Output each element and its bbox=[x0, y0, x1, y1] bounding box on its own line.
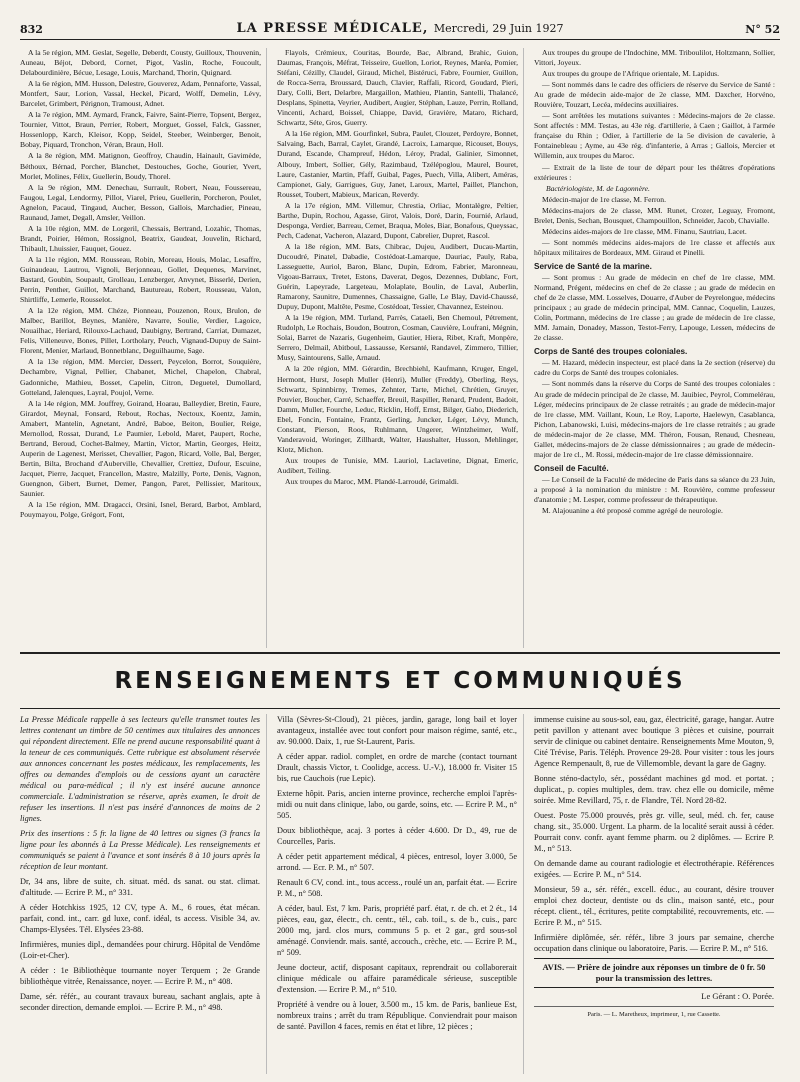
column-3 bbox=[534, 48, 780, 648]
section-banner bbox=[20, 652, 780, 709]
classified-ad: Bonne sténo-dactylo, sér., possédant machines gd mod. et portat. ; duplicat., p. copies multiples, dem. trav. chez elle ou domicile, même soirée. Mme Revillard, 75, r. de Flandre, Tél. Nord 28-82. bbox=[534, 774, 774, 805]
ads-column-1 bbox=[20, 714, 267, 1074]
article-paragraph: Médecins-majors de 2e classe, MM. Runet, Crozer, Leguay, Fromont, Brelet, Denis, Sechan, Bousquet, Champouillon, Schneider, Jacob, Chavialle. bbox=[534, 205, 775, 225]
article-paragraph: A la 13e région, MM. Mercier, Dessert, Peycelon, Borrot, Souquière, Dechambre, Vignal, Pellier, Chabanet, Michel, Chapelon, Chabral, Gadonniche, Mathieu, Bosset, Capelin, Citron, Deguetel, Dumollard, Gotteland, Jalenques, Layral, Poujol, Verne. bbox=[20, 357, 261, 397]
ads-column-3 bbox=[534, 714, 780, 1074]
classified-ad: A céder appar. radiol. complet, en ordre de marche (contact tournant Drault, chassis Victor, t. Coolidge, access. U.-V.), 18.000 fr. Visiter 15 bis, rue Cauchois (rue Lepic). bbox=[277, 752, 517, 783]
article-paragraph: A la 14e région, MM. Jouffrey, Goirand, Hoarau, Balleydier, Bretin, Faure, Girardot, Meynal, Fonsard, Rebout, Rochas, Nectoux, Koentz, Jamin, Amabert, Mantelin, Agnetant, André, Baboe, Beiton, Boulier, Reige, Mernollod, Rossat, Durand, Le Paumier, Lebold, Maret, Paupert, Roche, Bertrand, Beroud, Cochet-Balmey, Martin, Victor, Martin, Georges, Heitz, Auperin de Lagenest, Merisset, Chevallier, Pagon, Ricard, Volle, Bal, Berger, Bertin, Bilta, Brochand d'Auberville, Chevallier, Crettiez, Dufour, Escuine, Jacquet, Pierre, Jacquet, Francellon, Mastre, Malzilly, Porte, Denis, Vagnon, Guengnon, Gibert, Burnet, Demer, Pangon, Paret, Pellissier, Maritoux, Saunier. bbox=[20, 398, 261, 499]
article-paragraph: — Le Conseil de la Faculté de médecine de Paris dans sa séance du 23 Juin, a proposé à la nomination du ministre : M. Rouvière, comme professeur d'anatomie ; M. Lesper, comme professeur de thérapeutique. bbox=[534, 474, 775, 504]
article-paragraph: Conseil de Faculté. bbox=[534, 463, 609, 473]
classified-ads bbox=[20, 714, 780, 1074]
printer-line: Paris. — L. Maretheux, imprimeur, 1, rue Cassette. bbox=[534, 1006, 774, 1020]
classified-ad: Ouest. Poste 75.000 prouvés, près gr. ville, seul, méd. ch. fer, cause chang. sit., 35.000. Urgent. La pharm. de la localité serait aussi à céder. Pourrait conv. confr. ayant femme pharm. ou 2 diplômes. — Ecrire P. M., n° 513. bbox=[534, 811, 774, 853]
article-paragraph: Flayols, Crémieux, Couritas, Bourde, Bac, Albrand, Brahic, Guion, Daumas, François, Méfrat, Teisseire, Guellon, Loriot, Reynes, Maréa, Pomier, Stéfani, Cézilly, Claudel, Giraud, Michel, Bistéruci, Fabre, Fournier, Guillon, de Rocca-Serra, Broussard, Dauch, Clavier, Raffali, Ricord, Goudard, Pieri, Dary, Colli, Bert, Delarbre, Margaillon, Mathieu, Plantin, Santelli, Thalancé, Desplans, Spinetta, Veyrier, Audibert, Augier, Stéphan, Lauze, Perrin, Rolland, Vincenti, Achard, Boissel, Chiappe, David, Gravière, Mataro, Richard, Schwartz, Séte, Gros, Guerry. bbox=[277, 48, 518, 128]
article-paragraph: A la 20e région, MM. Gérardin, Brechbiehl, Kaufmann, Kruger, Engel, Hermont, Hurst, Joseph Muller (Henri), Muller (Freddy), Oberling, Reys, Schwartz, Spinnbirny, Tremes, Zehnter, Tarte, Michel, Chrétien, Gruyer, Pouvier, Boucher, Carré, Schaeffer, Breuil, Raspiller, Renard, Prudent, Badoit, Damm, Muller, Fourche, Leduc, Ricklin, Hoff, Ernst, Bilger, Gaho, Diederich, Ebel, Foncin, Fontaine, Frantz, Gerling, Juncker, Léger, Lévy, Munch, Constant, Pierson, Roos, Ruhlmann, Ungerer, Wintzheimer, Wolf, Vanderavoid, Woringer, Zillhardt, Walter, Haushalter, Husson, Mehlinger, Klotz, Michon. bbox=[277, 364, 518, 454]
avis-notice: AVIS. — Prière de joindre aux réponses un timbre de 0 fr. 50 pour la transmission des lettres. bbox=[534, 958, 774, 988]
classified-ad: Dame, sér. référ., au courant travaux bureau, sachant anglais, apte à seconder direction, demande emploi. — Ecrire P. M., n° 498. bbox=[20, 992, 260, 1012]
article-paragraph: — Sont nommés dans le cadre des officiers de réserve du Service de Santé : Au grade de médecin aide-major de 2e classe, MM. Daxcher, Horvéno, Rouvière, Touzart, Lecéa, médecins auxiliaires. bbox=[534, 80, 775, 110]
journal-title bbox=[237, 21, 564, 36]
article-columns bbox=[20, 48, 780, 648]
article-paragraph: A la 18e région, MM. Bats, Chibrac, Dujeu, Audibert, Ducau-Martin, Ducoudré, Pinatel, Dabadie, Costédoat-Lamarque, Dauriac, Pauly, Raba, Lasseguette, Auriol, Baron, Blanc, Dupin, Edrom, Fabrier, Maronneau, Vigoau-Barraux, Tretet, Estons, Daverat, Degos, Dezennes, Dublanc, Fort, Guérin, Lapeyrade, Largeteau, Molaplate, Boulin, de Laval, Auberlin, Ramarony, Saunitre, Dumennes, Chassaigne, Galle, Le Blay, David-Chaussé, Dupuy, Dupont, Maltête, Pesme, Costédoat, Tessier, Chavannez, Esteinou. bbox=[277, 241, 518, 312]
article-paragraph: Bactériologiste, M. de Lagonnère. bbox=[546, 183, 650, 193]
article-paragraph: — Extrait de la liste de tour de départ pour les théâtres d'opérations extérieures : bbox=[534, 162, 775, 182]
page-number: 832 bbox=[20, 23, 43, 36]
classified-ad: Jeune docteur, actif, disposant capitaux, reprendrait ou collaborerait clinique médicale ou affaire paramédicale sérieuse, susceptible d'extension. — Ecrire P. M., n° 510. bbox=[277, 963, 517, 994]
classified-ad: Renault 6 CV, cond. int., tous access., roulé un an, parfait état. — Ecrire P. M., n° 508. bbox=[277, 878, 517, 898]
article-paragraph: — Sont nommés médecins aides-majors de 1re classe et affectés aux hôpitaux militaires de Bordeaux, MM. Giraud et Pinelli. bbox=[534, 237, 775, 257]
article-paragraph: Aux troupes du groupe de l'Indochine, MM. Triboulilot, Holtzmann, Sollier, Vittori, Joyeux. bbox=[534, 48, 775, 68]
ads-column-3-body bbox=[534, 714, 774, 954]
issue-date: Mercredi, 29 Juin 1927 bbox=[433, 22, 564, 35]
classified-ad: Dr, 34 ans, libre de suite, ch. situat. méd. ds sanat. ou stat. climat. d'altitude. — Ecrire P. M., n° 331. bbox=[20, 877, 260, 897]
article-paragraph: — Sont nommés dans la réserve du Corps de Santé des troupes coloniales : Au grade de médecin principal de 2e classe, M. Jauibiec, Peyrol, Commelérau, Léger, médecins principaux de 2e classe retraités ; au grade de médecin-major de 1re classe, MM. Vaillant, Koun, Le Roy, Laporte, Haelewyn, Casablanca, Pichon, Labanowski, Luisi, médecins-majors de 1re classe retraités ; au grade de médecin-major de 2e classe, MM. Théron, Fousan, Renaud, Chesneau, Gallet, médecins-majors de 2e classe démissionnaires ; au grade de médecin-major de 1re cl., M. Rossi, médecin-major de 1re classe démissionnaire. bbox=[534, 379, 775, 459]
article-paragraph: A la 11e région, MM. Rousseau, Robin, Moreau, Houis, Molac, Lesaffre, Guinaudeau, Lautrou, Vignoli, Berjonneau, Gollet, Dequenes, Marvinet, Bastard, Goubin, Soupault, Grolleau, Lenzberger, Anvynet, Bisserlé, Derien, Perrin, Penther, Guillot, Marchand, Bautureau, Robert, Rousseau, Valon, Shirtliffe, Lemerle, Rousselot. bbox=[20, 254, 261, 305]
column-2 bbox=[277, 48, 524, 648]
classified-ad: Doux bibliothèque, acaj. 3 portes à céder 4.600. Dr D., 49, rue de Courcelles, Paris. bbox=[277, 826, 517, 846]
issue-number: N° 52 bbox=[745, 23, 780, 36]
classified-ad: Propriété à vendre ou à louer, 3.500 m., 15 km. de Paris, banlieue Est, nombreux trains ; arrêt du tram République. Conviendrait pour maison de santé. Pavillon 4 faces, remis en état et libre, 12 pièces ; bbox=[277, 1000, 517, 1031]
article-paragraph: Aux troupes du Maroc, MM. Plandé-Larroudé, Grimaldi. bbox=[285, 476, 459, 486]
classified-ad: A céder : 1e Bibliothèque tournante noyer Terquem ; 2e Grande bibliothèque vitrée, Renaissance, noyer. — Ecrire P. M., n° 408. bbox=[20, 966, 260, 986]
article-paragraph: A la 9e région, MM. Denechau, Surrault, Robert, Neau, Foussereau, Faugou, Legal, Lendormy, Pillot, Viarel, Prieu, Guellerin, Porcheron, Poulet, Agnelon, Pacaud, Tingaud, Aucher, Besson, Gallois, Marchadier, Pineau, Raunaud, Jamet, Degall, Amsler, Veillon. bbox=[20, 182, 261, 222]
classified-ad: immense cuisine au sous-sol, eau, gaz, électricité, garage, hangar. Autre petit pavillon y attenant avec boutique 3 pièces et cuisine, pourrait servir de clinique ou cabinet dentaire. Renseignements Mme Mouton, 9, Cité Trévise, Paris. Téléph. Provence 29-28. Pour visiter : tous les jours Agence Rempenault, 8, rue de Villemomble, devant la gare de Gagny. bbox=[534, 715, 774, 768]
classified-ad: Infirmière diplômée, sér. référ., libre 3 jours par semaine, cherche occupation dans clinique ou laboratoire, Paris. — Ecrire P. M., n° 516. bbox=[534, 933, 774, 953]
article-paragraph: A la 19e région, MM. Turland, Parrès, Cataeli, Ben Chemoul, Pétrement, Rudolph, Le Rochais, Boudon, Boutron, Cosman, Cauvière, Loufrani, Mégnin, Solai, Barret de Nazaris, Gugenheim, Gautier, Hiera, Ribet, Kraft, Monpère, Serrero, Delmail, Abitboul, Lassausse, Kersanté, Randavel, Zimmero, Tillier, Musy, Saintourens, Salle, Arnaud. bbox=[277, 313, 518, 363]
article-paragraph: A la 16e région, MM. Gourfinkel, Subra, Paulet, Clouzet, Perdoyre, Bonnet, Salvaing, Bach, Barral, Caylet, Grandé, Lacroix, Lamarque, Ricouset, Bouys, Durand, Escande, Champreuf, Hédon, Léroy, Pradal, Galinier, Simonnet, Albouy, Imbert, Sollier, Gély, Razimbaud, Tzélépoglou, Maurel, Bouret, Laure, Castanier, Martin, Pfaff, Guibal, Pages, Puech, Villa, Alibert, Améras, Campionet, Galy, Garrigues, Guy, Janet, Laroux, Martel, Paillet, Planchon, Rousset, Toubert, Mabieux, Marican, Reverdy. bbox=[277, 129, 518, 199]
classified-ad: Infirmières, munies dipl., demandées pour chirurg. Hôpital de Vendôme (Loir-et-Cher). bbox=[20, 940, 260, 960]
section-title: RENSEIGNEMENTS ET COMMUNIQUÉS bbox=[114, 668, 686, 694]
article-paragraph: Service de Santé de la marine. bbox=[534, 261, 652, 271]
classified-ad: A céder petit appartement médical, 4 pièces, entresol, loyer 3.000, 5e arrond. — Ecr. P. M., n° 507. bbox=[277, 852, 517, 872]
article-paragraph: Aux troupes du groupe de l'Afrique orientale, M. Lapidus. bbox=[542, 69, 720, 79]
classified-ad: A céder Hotchkiss 1925, 12 CV, type A. M., 6 roues, état mécan. parfait, cond. int., carr. gd luxe, conf. idéal, ts access. Visible 34, av. Champs-Elysées. Tél. Elysées 23-88. bbox=[20, 903, 260, 934]
classified-ad: Monsieur, 59 a., sér. référ., excell. éduc., au courant, désire trouver emploi chez docteur, dentiste ou ds clin., maison santé, etc., pour récept. client., tél., écritures, petite comptabilité, recouvrements, etc. — Ecrire P. M., n° 515. bbox=[534, 885, 774, 927]
classified-ad: Prix des insertions : 5 fr. la ligne de 40 lettres ou signes (3 francs la ligne pour les abonnés à La Presse Médicale). Les renseignements et communiqués se paient à l'avance et sont insérés 8 à 10 jours après la réception de leur montant. bbox=[20, 829, 260, 871]
article-paragraph: A la 10e région, MM. de Lorgeril, Chessais, Bertrand, Lozahic, Thomas, Brandt, Poirier, Hémon, Rossignol, Beatrix, Gaudeat, Jouvelin, Richard, Thibault, Lhuissier, Fauquet, Gouez. bbox=[20, 223, 261, 253]
article-paragraph: A la 6e région, MM. Husson, Delestre, Gouverez, Adam, Pennaforte, Vassal, Montfert, Saur, Lorion, Vassal, Heckel, Picard, Wolff, Demelin, Lévy, Barcelet, Grimbert, Pérignon, Tramoust, Adnet. bbox=[20, 79, 261, 109]
gerant-signature: Le Gérant : O. Porée. bbox=[701, 991, 774, 1001]
journal-name: LA PRESSE MÉDICALE, bbox=[236, 21, 429, 36]
article-paragraph: A la 8e région, MM. Matignon, Geoffroy, Chaudin, Hainault, Gavimède, Béthoux, Bérnad, Porcher, Blanchet, Destouches, Goche, Gourier, Yvert, Morlet, Molines, Félix, Guellerin, Boudy, Thorel. bbox=[20, 151, 261, 181]
article-paragraph: Médecin-major de 1re classe, M. Ferron. bbox=[542, 194, 666, 204]
article-paragraph: A la 12e région, MM. Chéze, Pionneau, Pouzenon, Roux, Brulon, de Malbec, Barillot, Beynes, Manière, Navarre, Soulie, Verdier, Lagoice, Nouailhac, Heriard, Rilouxo-Lachaud, Daubigny, Bertrand, Carriat, Dumazet, Felis, Villeneuve, Bones, Pillet, Lortholary, Peuch, Vignaud-Dupuy de Saint-Florent, Menier, Marlaud, Bonnetblanc, Deguilhaume, Sage. bbox=[20, 306, 261, 356]
article-paragraph: — Sont arrêtées les mutations suivantes : Médecins-majors de 2e classe. Sont affectés : MM. Testas, au 43e rég. d'artillerie, à Caen ; Gaillot, à l'armée française du Rhin ; Odier, à l'artillerie de la 5e division de cavalerie, à Fontainebleau ; Ayme, au 43e rég. d'infanterie, à Arras ; Gallois, Mercier et Willemin, aux troupes du Maroc. bbox=[534, 111, 775, 161]
article-paragraph: A la 17e région, MM. Villemur, Chrestia, Orliac, Montalègre, Peltier, Barthe, Dupin, Rochou, Agasse, Girot, Valois, Doré, Darin, Fournié, Arlaud, Desponga, Verdier, Barreau, Cemet, Braqua, Moles, Biar, Bonafous, Queyssac, Pech, Cadenat, Vacheron, Alazard, Dupont, Cabrelier, Dupret, Rascol. bbox=[277, 200, 518, 240]
classified-ad: La Presse Médicale rappelle à ses lecteurs qu'elle transmet toutes les lettres contenant un timbre de 50 centimes aux titulaires des annonces qui répondent directement. Elle ne prend aucune responsabilité quant à la teneur de ces communiqués. Cette rubrique est absolument réservée aux annonces concernant les postes médicaux, les remplacements, les offres ou demandes d'emplois ou de cessions ayant un caractère médical ou para-médical ; il n'y est inséré aucune annonce commerciale. L'administration se réserve, après examen, le droit de refuser les insertions. Il n'est pas inséré d'annonces de moins de 2 lignes. bbox=[20, 715, 260, 823]
classified-ad: Villa (Sèvres-St-Cloud), 21 pièces, jardin, garage, long bail et loyer avantageux, installée avec tout confort pour maison régime, santé, etc., av. 90.000. Daix, 1, rue St-Laurent, Paris. bbox=[277, 715, 517, 746]
article-paragraph: — M. Hazard, médecin inspecteur, est placé dans la 2e section (réserve) du cadre du Corps de Santé des troupes coloniales. bbox=[534, 358, 775, 378]
article-paragraph: Aux troupes de Tunisie, MM. Lauriol, Laclavetine, Dignat, Emeric, Audibert, Teiling. bbox=[277, 455, 518, 475]
classified-ad: On demande dame au courant radiologie et électrothérapie. Références exigées. — Ecrire P. M., n° 514. bbox=[534, 859, 774, 879]
article-paragraph: M. Alajouanine a été proposé comme agrégé de neurologie. bbox=[542, 506, 723, 516]
article-paragraph: — Sont promus : Au grade de médecin en chef de 1re classe, MM. Normand, Prégent, médecins en chef de 2e classe ; au grade de médecin en chef de 2e classe, MM. Losselves, Douarre, d'Auber de Peyrelongue, médecins principaux ; au grade de médecin principal, MM. Cannac, Coquelin, Lauzes, Colin, Portmann, médecins de 1re classe ; au grade de médecin de 1re classe, MM. Jamain, Donadey, Masson, Testot-Ferry, Lapouge, Lessen, médecins de 2e classe. bbox=[534, 272, 775, 343]
page-header bbox=[20, 6, 780, 40]
article-paragraph: Corps de Santé des troupes coloniales. bbox=[534, 347, 688, 357]
article-paragraph: A la 15e région, MM. Dragacci, Orsini, Isnel, Berard, Barbot, Amblard, Pouymayou, Polge, Grégort, Font, bbox=[20, 500, 261, 520]
classified-ad: Externe hôpit. Paris, ancien interne province, recherche emploi l'après-midi ou nuit dans clinique, labo, ou garde, soins, etc. — Ecrire P. M., n° 505. bbox=[277, 789, 517, 820]
article-paragraph: Médecins aides-majors de 1re classe, MM. Finanu, Sautriau, Lacet. bbox=[542, 226, 747, 236]
article-paragraph: A la 5e région, MM. Geslat, Segelle, Deberdt, Cousty, Guilloux, Thouvenin, Auneau, Béjot, Debord, Cornet, Pigot, Vaslin, Roche, Foucoult, Delabourdinière, Bécue, Lesage, Louis, Marchand, Thorin, Quignard. bbox=[20, 48, 261, 78]
classified-ad: A céder, baul. Est, 7 km. Paris, propriété parf. état, r. de ch. et 2 ét., 14 pièces, eau, gaz, électr., ch. centr., tél., cab. toil., s. de b., cuis., parc 2000 mq, jard. clos murs, communs 5 p. et 2 gar., grd sous-sol aménagé. Conviendr. mais. santé, accouch., crèche, etc. — Ecrire P. M., n° 509. bbox=[277, 904, 517, 957]
article-paragraph: A la 7e région, MM. Aymard, Franck, Faivre, Saint-Pierre, Topsent, Bergez, Tournier, Vittot, Braun, Perrier, Robert, Morguet, Gossel, Falck, Gassner, Hossenlopp, Karch, Kleisor, Kopp, Seidel, Steeber, Weinberger, Benoit, Bobay, Piquard, Tronchon, Véran, Braun, Holl. bbox=[20, 110, 261, 150]
ads-column-2 bbox=[277, 714, 524, 1074]
column-1 bbox=[20, 48, 267, 648]
